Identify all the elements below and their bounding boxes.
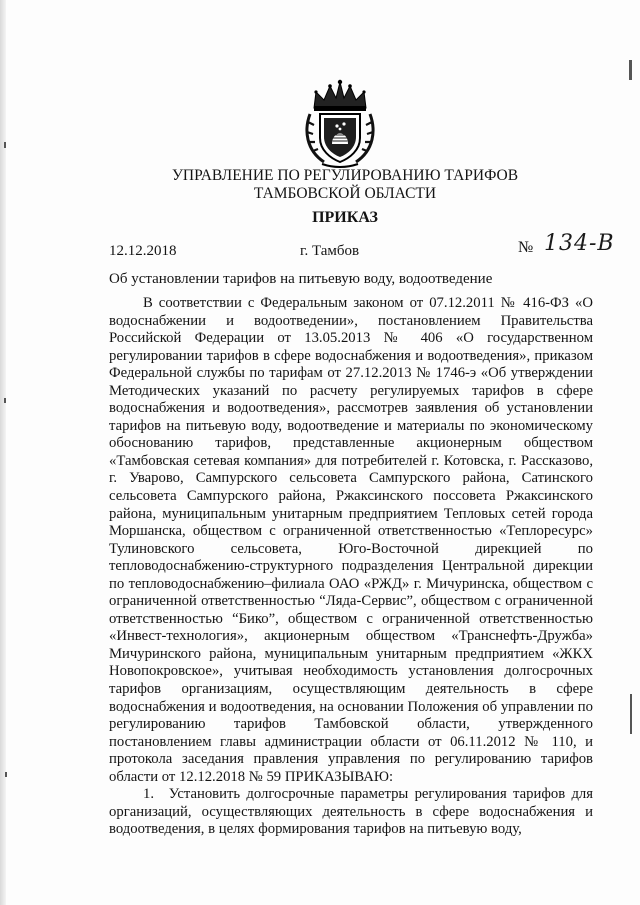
scan-mark (5, 772, 7, 777)
org-name-line2: ТАМБОВСКОЙ ОБЛАСТИ (253, 185, 437, 202)
coat-of-arms-icon (300, 78, 380, 168)
document-city: г. Тамбов (300, 243, 360, 259)
org-name-line1: УПРАВЛЕНИЕ ПО РЕГУЛИРОВАНИЮ ТАРИФОВ (171, 167, 519, 184)
clause-1: 1. Установить долгосрочные параметры регулирования тарифов для организаций, осуществляющих деятельность в сфере водоснабжения и водоотведения, в целях формирования тарифов на питьевую воду, (109, 786, 593, 838)
number-label: № (518, 239, 534, 256)
scan-mark (4, 142, 6, 148)
document-subject: Об установлении тарифов на питьевую воду, водоотведение (109, 271, 493, 287)
scan-mark (630, 694, 632, 734)
scan-edge (0, 0, 6, 905)
scan-mark (4, 398, 6, 403)
scan-mark (629, 60, 632, 80)
document-type: ПРИКАЗ (312, 209, 378, 226)
document-date: 12.12.2018 (109, 243, 177, 259)
handwritten-number: 134-В (544, 231, 615, 256)
document-body (109, 295, 593, 839)
body-paragraph: В соответствии с Федеральным законом от 07.12.2011 № 416-ФЗ «О водоснабжении и водоотведении», постановлением Правительства Российской Федерации от 13.05.2013 № 406 «О государственном регулировании тарифов в сфере водоснабжения и водоотведения», приказом Федеральной службы по тарифам от 27.12.2013 № 1746-э «Об утверждении Методических указаний по расчету регулируемых тарифов в сфере водоснабжения и водоотведения», рассмотрев заявления об установлении тарифов на питьевую воду, водоотведение и материалы по экономическому обоснованию тарифов, представленные акционерным обществом «Тамбовская сетевая компания» для потребителей г. Котовска, г. Рассказово, г. Уварово, Сампурского сельсовета Сампурского района, Сатинского сельсовета Сампурского района, Ржаксинского поссовета Ржаксинского района, муниципальным унитарным предприятием Тепловых сетей города Моршанска, обществом с ограниченной ответственностью «Теплоресурс» Тулиновского сельсовета, Юго-Восточной дирекцией по тепловодоснабжению-структурного подразделения Центральной дирекции по тепловодоснабжению–филиала ОАО «РЖД» г. Мичуринска, обществом с ограниченной ответственностью “Ляда-Сервис”, обществом с ограниченной ответственностью “Бико”, обществом с ограниченной ответственностью «Инвест-технология», акционерным обществом «Транснефть-Дружба» Мичуринского района, муниципальным унитарным предприятием «ЖКХ Новопокровское», учитывая необходимость установления долгосрочных тарифов организациям, осуществляющим деятельность в сфере водоснабжения и водоотведения, на основании Положения об управлении по регулированию тарифов Тамбовской области, утвержденного постановлением главы администрации области от 06.11.2012 № 110, и протокола заседания правления управления по регулированию тарифов области от 12.12.2018 № 59 ПРИКАЗЫВАЮ: (109, 295, 593, 785)
